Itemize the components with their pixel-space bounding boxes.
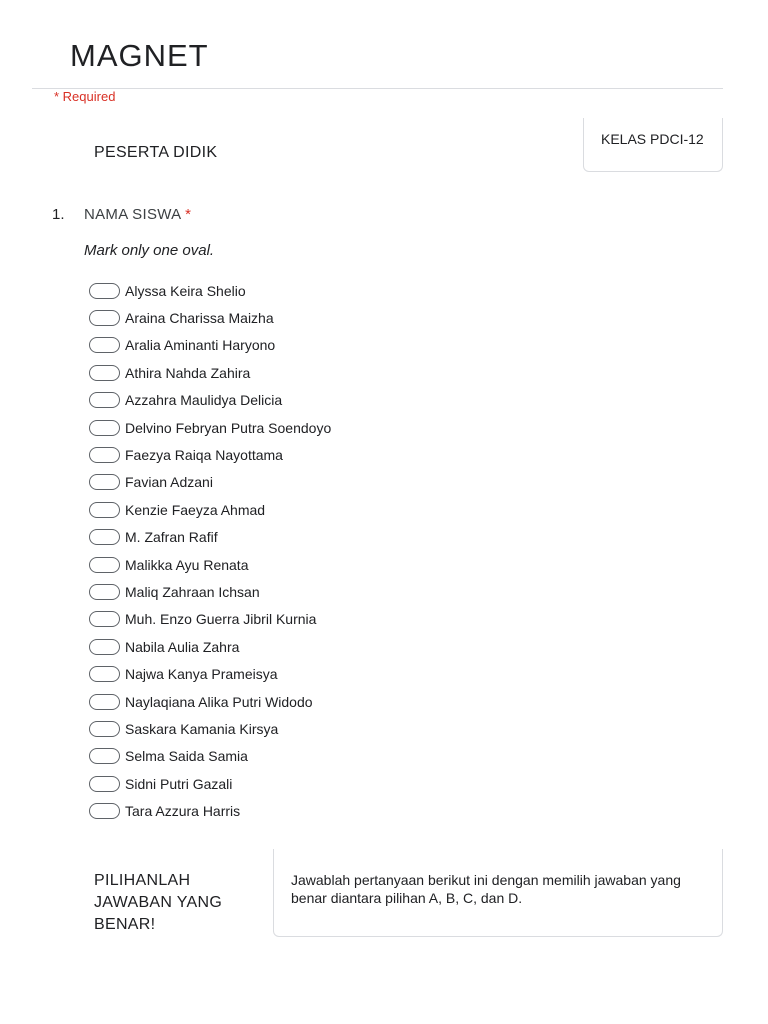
option-label: Athira Nahda Zahira bbox=[125, 364, 251, 381]
title-divider bbox=[32, 88, 723, 89]
oval-radio[interactable] bbox=[89, 447, 120, 463]
oval-radio[interactable] bbox=[89, 502, 120, 518]
option-label: Selma Saida Samia bbox=[125, 748, 248, 765]
option-label: Naylaqiana Alika Putri Widodo bbox=[125, 693, 313, 710]
option-label: Malikka Ayu Renata bbox=[125, 556, 249, 573]
oval-radio[interactable] bbox=[89, 283, 120, 299]
option-label: Aralia Aminanti Haryono bbox=[125, 337, 276, 354]
option-item[interactable] bbox=[89, 496, 331, 523]
section-title-line: BENAR! bbox=[94, 916, 156, 933]
section-instructions: Jawablah pertanyaan berikut ini dengan memilih jawaban yang benar diantara pilihan A, B, C, dan D. bbox=[291, 872, 681, 906]
section-title-pilihanlah bbox=[94, 870, 222, 936]
oval-radio[interactable] bbox=[89, 694, 120, 710]
option-label: Azzahra Maulidya Delicia bbox=[125, 392, 283, 409]
option-item[interactable] bbox=[89, 743, 331, 770]
oval-radio[interactable] bbox=[89, 721, 120, 737]
option-label: Nabila Aulia Zahra bbox=[125, 638, 240, 655]
option-item[interactable] bbox=[89, 441, 331, 468]
option-item[interactable] bbox=[89, 304, 331, 331]
section-description: KELAS PDCI-12 bbox=[601, 131, 704, 147]
oval-radio[interactable] bbox=[89, 529, 120, 545]
option-label: Saskara Kamania Kirsya bbox=[125, 720, 279, 737]
option-label: Najwa Kanya Prameisya bbox=[125, 666, 278, 683]
required-asterisk: * bbox=[185, 206, 192, 223]
oval-radio[interactable] bbox=[89, 611, 120, 627]
oval-radio[interactable] bbox=[89, 392, 120, 408]
option-item[interactable] bbox=[89, 551, 331, 578]
option-item[interactable] bbox=[89, 633, 331, 660]
option-item[interactable] bbox=[89, 414, 331, 441]
question-number: 1. bbox=[52, 206, 65, 223]
section-title-peserta-didik: PESERTA DIDIK bbox=[94, 144, 218, 161]
oval-radio[interactable] bbox=[89, 310, 120, 326]
option-item[interactable] bbox=[89, 387, 331, 414]
option-label: Araina Charissa Maizha bbox=[125, 310, 274, 327]
oval-radio[interactable] bbox=[89, 337, 120, 353]
option-label: Muh. Enzo Guerra Jibril Kurnia bbox=[125, 611, 317, 628]
question-hint: Mark only one oval. bbox=[84, 242, 215, 259]
section-instructions-box bbox=[273, 849, 723, 937]
option-item[interactable] bbox=[89, 578, 331, 605]
option-item[interactable] bbox=[89, 469, 331, 496]
oval-radio[interactable] bbox=[89, 474, 120, 490]
option-label: Favian Adzani bbox=[125, 474, 213, 491]
option-list bbox=[89, 277, 331, 825]
option-item[interactable] bbox=[89, 770, 331, 797]
option-item[interactable] bbox=[89, 359, 331, 386]
option-label: Sidni Putri Gazali bbox=[125, 775, 233, 792]
section-description-box bbox=[583, 118, 723, 172]
option-item[interactable] bbox=[89, 715, 331, 742]
oval-radio[interactable] bbox=[89, 803, 120, 819]
option-label: Maliq Zahraan Ichsan bbox=[125, 583, 260, 600]
option-item[interactable] bbox=[89, 332, 331, 359]
form-title: MAGNET bbox=[70, 38, 209, 73]
question-title bbox=[84, 206, 191, 223]
oval-radio[interactable] bbox=[89, 666, 120, 682]
option-item[interactable] bbox=[89, 688, 331, 715]
option-item[interactable] bbox=[89, 277, 331, 304]
oval-radio[interactable] bbox=[89, 557, 120, 573]
option-item[interactable] bbox=[89, 660, 331, 687]
option-label: Tara Azzura Harris bbox=[125, 803, 241, 820]
oval-radio[interactable] bbox=[89, 639, 120, 655]
oval-radio[interactable] bbox=[89, 748, 120, 764]
option-label: M. Zafran Rafif bbox=[125, 529, 218, 546]
section-title-line: JAWABAN YANG bbox=[94, 894, 223, 911]
option-label: Kenzie Faeyza Ahmad bbox=[125, 501, 266, 518]
section-title-line: PILIHANLAH bbox=[94, 872, 191, 889]
option-item[interactable] bbox=[89, 524, 331, 551]
option-label: Alyssa Keira Shelio bbox=[125, 282, 246, 299]
oval-radio[interactable] bbox=[89, 420, 120, 436]
option-label: Faezya Raiqa Nayottama bbox=[125, 447, 283, 464]
oval-radio[interactable] bbox=[89, 584, 120, 600]
required-note: * Required bbox=[54, 89, 116, 104]
oval-radio[interactable] bbox=[89, 365, 120, 381]
question-title-text: NAMA SISWA bbox=[84, 206, 181, 223]
option-item[interactable] bbox=[89, 606, 331, 633]
oval-radio[interactable] bbox=[89, 776, 120, 792]
option-item[interactable] bbox=[89, 797, 331, 824]
option-label: Delvino Febryan Putra Soendoyo bbox=[125, 419, 332, 436]
